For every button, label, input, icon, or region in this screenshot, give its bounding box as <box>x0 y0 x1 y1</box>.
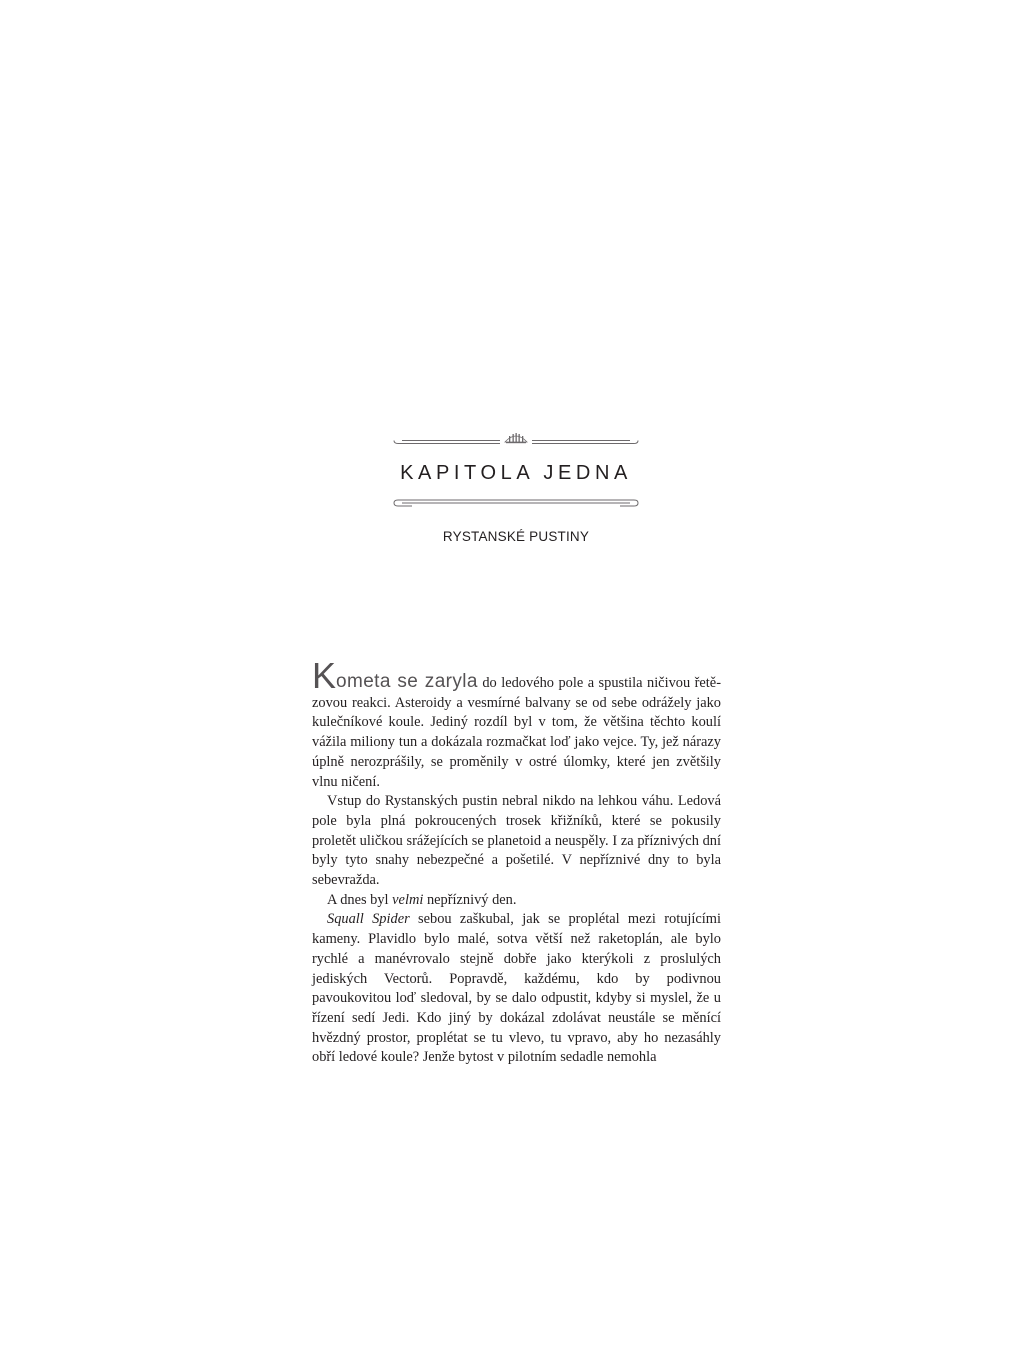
paragraph <box>312 910 721 1068</box>
drop-cap: K <box>312 655 337 696</box>
chapter-title: KAPITOLA JEDNA <box>400 462 632 484</box>
emphasis: velmi <box>392 891 424 908</box>
paragraph <box>312 891 721 911</box>
paragraph-text: nepříznivý den. <box>423 891 517 908</box>
paragraph-text: A dnes byl <box>327 891 393 908</box>
paragraph-text: sebou zaškubal, jak se proplétal mezi rotujícími kameny. Plavidlo bylo malé, sotva větší než raketoplán, ale bylo rychlé a manévrovalo stejně dobře jako kterýkoli z proslulých jediských Vectorů. Popravdě, každému, kdo by podivnou pavoukovitou loď sledoval, by se dalo odpustit, kdyby si myslel, že u řízení sedí Jedi. Kdo jiný by dokázal zdolávat neustále se měnící hvězdný prostor, proplétat se tu vlevo, tu vpravo, aby ho nezasáhly obří ledové koule? Jenže bytost v pilotním sedadle nemohla <box>312 911 721 1066</box>
chapter-ornament-top <box>392 430 640 448</box>
paragraph: Vstup do Rystanských pustin nebral nikdo na lehkou váhu. Ledová pole byla plná pokroucených trosek křižníků, které se pokusily proletět uličkou srážejících se planetoid a neuspěly. I za příznivých dní byly tyto snahy nebezpečné a pošetilé. V nepříznivé dny to byla sebevražda. <box>312 793 721 889</box>
ship-name: Squall Spider <box>327 911 410 928</box>
paragraph-text: do ledového pole a spustila ničivou řetězovou reakci. Asteroidy a vesmírné balvany se od sebe odrážely jako kulečníkové koule. Jediný rozdíl byl v tom, že většina těchto koulí vážila miliony tun a dokázala rozmačkat loď jako vejce. Ty, jež nárazy úplně nerozprášily, se proměnily v ostré úlomky, které jen zvětšily vlnu ničení. <box>312 675 721 790</box>
lead-in: ometa se zaryla <box>336 671 478 692</box>
chapter-ornament-bottom <box>392 499 640 513</box>
paragraph <box>312 655 721 792</box>
body-text <box>312 655 721 1068</box>
chapter-subtitle: RYSTANSKÉ PUSTINY <box>442 529 590 544</box>
fan-icon <box>505 433 527 443</box>
